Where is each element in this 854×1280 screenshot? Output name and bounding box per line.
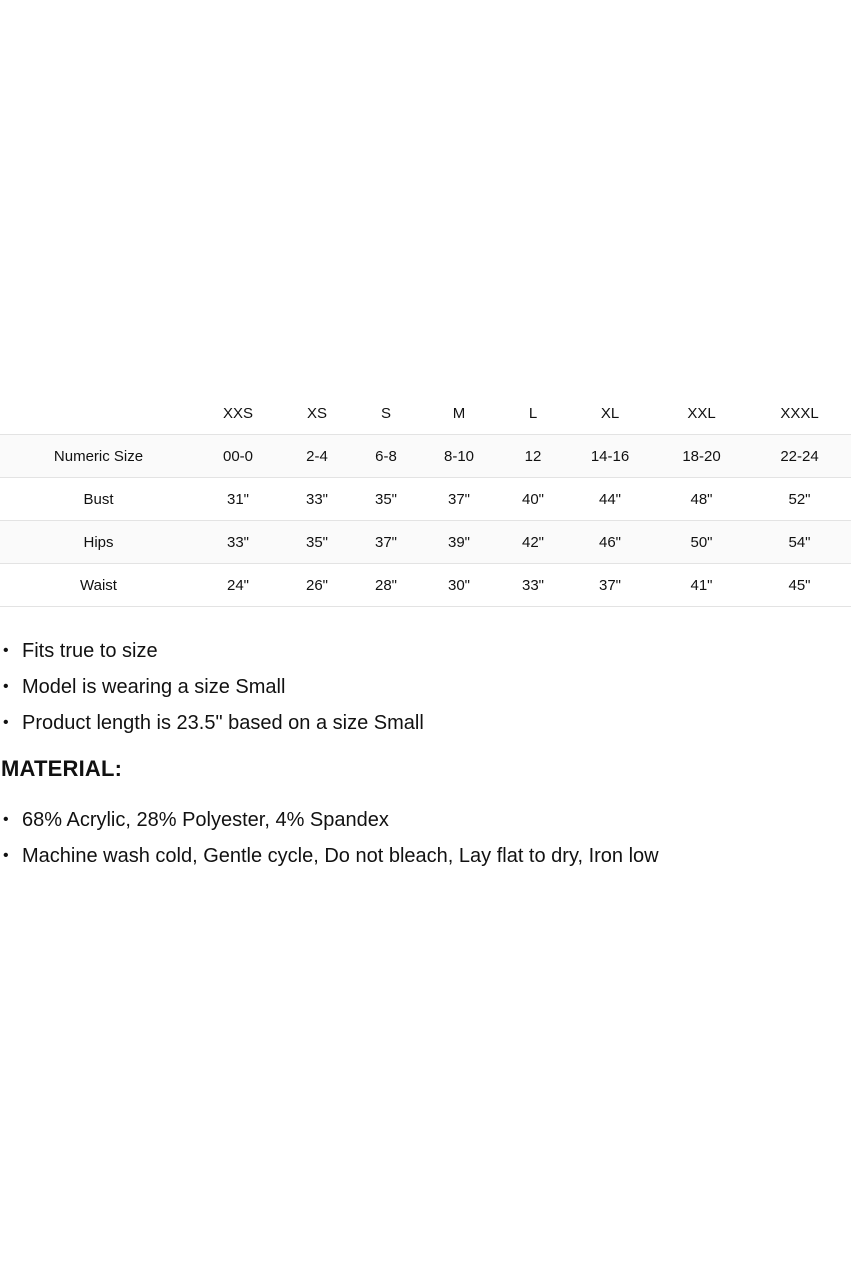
bullet-icon: • [3, 678, 9, 695]
header-size-xs: XS [279, 392, 355, 435]
table-cell: 39" [417, 521, 501, 564]
row-label: Numeric Size [0, 435, 197, 478]
material-list [0, 802, 659, 874]
table-cell: 35" [355, 478, 417, 521]
fit-note-text: Fits true to size [22, 640, 158, 662]
header-size-s: S [355, 392, 417, 435]
table-cell: 00-0 [197, 435, 279, 478]
table-cell: 31" [197, 478, 279, 521]
table-row-bust [0, 478, 851, 521]
table-cell: 12 [501, 435, 565, 478]
table-cell: 42" [501, 521, 565, 564]
table-cell: 50" [655, 521, 748, 564]
table-cell: 30" [417, 564, 501, 607]
bullet-icon: • [3, 811, 9, 828]
care-instructions-text: Machine wash cold, Gentle cycle, Do not bleach, Lay flat to dry, Iron low [22, 845, 659, 867]
table-cell: 44" [565, 478, 655, 521]
header-size-xxxl: XXXL [748, 392, 851, 435]
table-cell: 33" [197, 521, 279, 564]
table-cell: 41" [655, 564, 748, 607]
table-cell: 6-8 [355, 435, 417, 478]
list-item [0, 802, 659, 838]
table-cell: 45" [748, 564, 851, 607]
table-cell: 2-4 [279, 435, 355, 478]
header-size-xxl: XXL [655, 392, 748, 435]
header-size-l: L [501, 392, 565, 435]
table-cell: 46" [565, 521, 655, 564]
table-cell: 14-16 [565, 435, 655, 478]
list-item [0, 669, 424, 705]
table-cell: 37" [565, 564, 655, 607]
fit-note-text: Product length is 23.5" based on a size Small [22, 712, 424, 734]
list-item [0, 705, 424, 741]
list-item [0, 633, 424, 669]
table-cell: 37" [417, 478, 501, 521]
header-size-xxs: XXS [197, 392, 279, 435]
size-chart-table [0, 392, 851, 607]
table-cell: 18-20 [655, 435, 748, 478]
table-cell: 37" [355, 521, 417, 564]
fit-note-text: Model is wearing a size Small [22, 676, 286, 698]
table-row-numeric-size [0, 435, 851, 478]
table-cell: 8-10 [417, 435, 501, 478]
table-cell: 52" [748, 478, 851, 521]
table-cell: 40" [501, 478, 565, 521]
row-label: Hips [0, 521, 197, 564]
bullet-icon: • [3, 847, 9, 864]
table-cell: 48" [655, 478, 748, 521]
table-cell: 33" [279, 478, 355, 521]
row-label: Bust [0, 478, 197, 521]
table-cell: 35" [279, 521, 355, 564]
fit-notes-list [0, 633, 424, 741]
table-cell: 24" [197, 564, 279, 607]
table-row-hips [0, 521, 851, 564]
table-cell: 22-24 [748, 435, 851, 478]
header-size-m: M [417, 392, 501, 435]
bullet-icon: • [3, 642, 9, 659]
bullet-icon: • [3, 714, 9, 731]
table-cell: 54" [748, 521, 851, 564]
material-heading: MATERIAL: [1, 756, 123, 781]
table-cell: 26" [279, 564, 355, 607]
row-label: Waist [0, 564, 197, 607]
table-cell: 28" [355, 564, 417, 607]
header-size-xl: XL [565, 392, 655, 435]
size-chart-header-row [0, 392, 851, 435]
table-row-waist [0, 564, 851, 607]
list-item [0, 838, 659, 874]
table-cell: 33" [501, 564, 565, 607]
header-corner [0, 392, 197, 435]
material-text: 68% Acrylic, 28% Polyester, 4% Spandex [22, 809, 389, 831]
